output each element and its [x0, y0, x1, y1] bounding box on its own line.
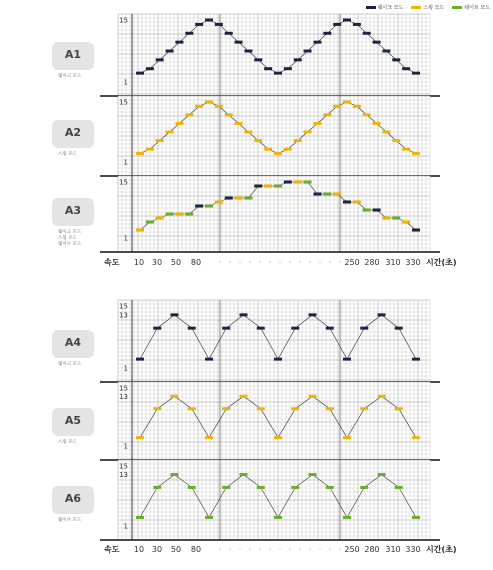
- x-dot: [340, 262, 341, 263]
- legend-label: 웨이크 모드: [377, 4, 404, 11]
- x-tick-label: 80: [190, 545, 202, 554]
- x-dot: [230, 549, 231, 550]
- data-point: [402, 221, 410, 224]
- data-point: [175, 213, 183, 216]
- data-point: [205, 516, 213, 519]
- data-point: [313, 41, 321, 44]
- data-point: [153, 407, 161, 410]
- data-point: [153, 327, 161, 330]
- x-dot: [270, 262, 271, 263]
- data-point: [136, 516, 144, 519]
- data-point: [360, 407, 368, 410]
- mode-name: A3: [64, 204, 82, 217]
- y-tick-label: 13: [119, 392, 128, 401]
- data-point: [244, 197, 252, 200]
- data-point: [146, 67, 154, 70]
- x-tick-label: 310: [385, 545, 401, 554]
- data-point: [274, 185, 282, 188]
- data-point: [304, 181, 312, 184]
- legend-label: 스윙 모드: [423, 4, 445, 11]
- data-point: [378, 313, 386, 316]
- x-dot: [250, 549, 251, 550]
- data-point: [205, 436, 213, 439]
- mode-desc: 스윙 모드: [58, 152, 77, 157]
- x-dot: [330, 262, 331, 263]
- y-tick-label: 15: [119, 462, 128, 471]
- data-point: [188, 486, 196, 489]
- mode-name: A6: [64, 492, 82, 505]
- data-point: [188, 407, 196, 410]
- x-dot: [300, 549, 301, 550]
- mode-desc: 웨이브 모드: [58, 242, 82, 247]
- data-point: [166, 50, 174, 53]
- data-point: [412, 72, 420, 75]
- data-point: [153, 486, 161, 489]
- data-point: [323, 193, 331, 196]
- data-point: [353, 105, 361, 108]
- x-tick-label: 30: [151, 258, 163, 267]
- data-point: [291, 327, 299, 330]
- data-point: [274, 436, 282, 439]
- data-point: [136, 229, 144, 232]
- x-dot: [270, 549, 271, 550]
- data-point: [195, 205, 203, 208]
- x-tick-label: 10: [133, 258, 145, 267]
- data-point: [353, 23, 361, 26]
- data-point: [254, 139, 262, 142]
- legend-label: 웨이브 모드: [464, 4, 490, 11]
- data-point: [294, 58, 302, 61]
- mode-name: A1: [64, 48, 82, 61]
- data-point: [313, 193, 321, 196]
- data-point: [264, 67, 272, 70]
- x-tick-label: 250: [344, 545, 360, 554]
- y-tick-label: 15: [119, 98, 128, 107]
- data-point: [175, 41, 183, 44]
- data-point: [412, 152, 420, 155]
- data-point: [363, 113, 371, 116]
- data-point: [382, 50, 390, 53]
- x-dot: [290, 549, 291, 550]
- x-dot: [330, 549, 331, 550]
- data-point: [343, 358, 351, 361]
- x-dot: [310, 262, 311, 263]
- y-tick-label: 1: [123, 522, 128, 531]
- data-point: [166, 131, 174, 134]
- data-point: [225, 197, 233, 200]
- data-point: [382, 131, 390, 134]
- data-point: [343, 516, 351, 519]
- data-point: [156, 217, 164, 220]
- x-dot: [300, 262, 301, 263]
- data-point: [240, 313, 248, 316]
- x-dot: [320, 262, 321, 263]
- data-point: [136, 152, 144, 155]
- y-tick-label: 13: [119, 311, 128, 320]
- data-point: [175, 122, 183, 125]
- x-dot: [280, 262, 281, 263]
- data-point: [215, 105, 223, 108]
- data-point: [313, 122, 321, 125]
- data-point: [373, 122, 381, 125]
- x-tick-label: 80: [190, 258, 202, 267]
- data-point: [392, 217, 400, 220]
- mode-desc: 스윙 모드: [58, 440, 77, 445]
- x-tick-label: 280: [364, 258, 380, 267]
- data-point: [235, 122, 243, 125]
- y-tick-label: 15: [119, 16, 128, 25]
- data-point: [205, 19, 213, 22]
- y-tick-label: 15: [119, 178, 128, 187]
- x-dot: [230, 262, 231, 263]
- data-point: [294, 181, 302, 184]
- data-point: [222, 486, 230, 489]
- data-point: [222, 327, 230, 330]
- data-point: [309, 313, 317, 316]
- data-point: [343, 201, 351, 204]
- data-point: [326, 486, 334, 489]
- data-point: [156, 58, 164, 61]
- data-point: [244, 50, 252, 53]
- x-tick-label: 250: [344, 258, 360, 267]
- data-point: [395, 407, 403, 410]
- mode-name: A4: [64, 336, 82, 349]
- data-point: [146, 221, 154, 224]
- x-dot: [250, 262, 251, 263]
- data-point: [235, 197, 243, 200]
- x-dot: [260, 549, 261, 550]
- data-point: [171, 395, 179, 398]
- data-point: [166, 213, 174, 216]
- data-point: [412, 436, 420, 439]
- data-point: [363, 32, 371, 35]
- data-point: [304, 131, 312, 134]
- data-point: [274, 152, 282, 155]
- data-point: [363, 209, 371, 212]
- data-point: [378, 395, 386, 398]
- x-dot: [320, 549, 321, 550]
- data-point: [343, 19, 351, 22]
- data-point: [254, 185, 262, 188]
- x-dot: [340, 549, 341, 550]
- x-tick-label: 10: [133, 545, 145, 554]
- data-point: [395, 486, 403, 489]
- data-point: [185, 113, 193, 116]
- y-tick-label: 1: [123, 442, 128, 451]
- data-point: [257, 327, 265, 330]
- data-point: [205, 101, 213, 104]
- data-point: [264, 185, 272, 188]
- x-tick-label: 330: [405, 258, 421, 267]
- data-point: [244, 131, 252, 134]
- data-point: [156, 139, 164, 142]
- data-point: [257, 407, 265, 410]
- data-point: [294, 139, 302, 142]
- data-point: [274, 358, 282, 361]
- data-point: [333, 193, 341, 196]
- data-point: [185, 32, 193, 35]
- mode-desc: 웨이크 모드: [58, 74, 82, 79]
- data-point: [171, 473, 179, 476]
- mode-desc: 웨이크 모드: [58, 230, 82, 235]
- data-point: [360, 486, 368, 489]
- data-point: [373, 209, 381, 212]
- data-point: [309, 395, 317, 398]
- x-tick-label: 30: [151, 545, 163, 554]
- x-dot: [310, 549, 311, 550]
- data-point: [254, 58, 262, 61]
- mode-desc: 스윙 모드: [58, 236, 77, 241]
- speed-label: 속도: [104, 545, 120, 554]
- y-tick-label: 1: [123, 78, 128, 87]
- data-point: [395, 327, 403, 330]
- x-dot: [240, 262, 241, 263]
- y-tick-label: 13: [119, 471, 128, 480]
- data-point: [402, 67, 410, 70]
- data-point: [392, 58, 400, 61]
- speed-label: 속도: [104, 258, 120, 267]
- data-point: [215, 23, 223, 26]
- x-dot: [220, 549, 221, 550]
- data-point: [382, 217, 390, 220]
- data-point: [360, 327, 368, 330]
- data-point: [222, 407, 230, 410]
- data-point: [136, 436, 144, 439]
- data-point: [225, 32, 233, 35]
- data-point: [284, 148, 292, 151]
- data-point: [343, 101, 351, 104]
- data-point: [274, 72, 282, 75]
- data-point: [264, 148, 272, 151]
- data-point: [235, 41, 243, 44]
- x-tick-label: 310: [385, 258, 401, 267]
- x-tick-label: 330: [405, 545, 421, 554]
- data-point: [333, 23, 341, 26]
- data-point: [171, 313, 179, 316]
- y-tick-label: 1: [123, 234, 128, 243]
- data-point: [205, 205, 213, 208]
- data-point: [343, 436, 351, 439]
- y-tick-label: 15: [119, 302, 128, 311]
- data-point: [412, 358, 420, 361]
- x-dot: [240, 549, 241, 550]
- data-point: [257, 486, 265, 489]
- data-point: [188, 327, 196, 330]
- data-point: [378, 473, 386, 476]
- data-point: [195, 23, 203, 26]
- time-label: 시간(초): [426, 258, 457, 267]
- y-tick-label: 15: [119, 384, 128, 393]
- data-point: [195, 105, 203, 108]
- time-label: 시간(초): [426, 545, 457, 554]
- x-tick-label: 280: [364, 545, 380, 554]
- data-point: [136, 72, 144, 75]
- x-dot: [260, 262, 261, 263]
- data-point: [412, 516, 420, 519]
- data-point: [274, 516, 282, 519]
- data-point: [373, 41, 381, 44]
- data-point: [240, 473, 248, 476]
- data-point: [205, 358, 213, 361]
- data-point: [225, 113, 233, 116]
- data-point: [146, 148, 154, 151]
- y-tick-label: 1: [123, 158, 128, 167]
- data-point: [412, 229, 420, 232]
- data-point: [326, 407, 334, 410]
- data-point: [291, 407, 299, 410]
- data-point: [240, 395, 248, 398]
- y-tick-label: 1: [123, 364, 128, 373]
- data-point: [402, 148, 410, 151]
- data-point: [215, 201, 223, 204]
- x-dot: [280, 549, 281, 550]
- data-point: [333, 105, 341, 108]
- x-tick-label: 50: [170, 545, 182, 554]
- data-point: [309, 473, 317, 476]
- data-point: [323, 113, 331, 116]
- mode-name: A5: [64, 414, 82, 427]
- mode-desc: 웨이크 모드: [58, 362, 82, 367]
- data-point: [284, 181, 292, 184]
- data-point: [326, 327, 334, 330]
- data-point: [284, 67, 292, 70]
- data-point: [136, 358, 144, 361]
- data-point: [323, 32, 331, 35]
- data-point: [392, 139, 400, 142]
- data-point: [353, 201, 361, 204]
- x-tick-label: 50: [170, 258, 182, 267]
- mode-desc: 웨이브 모드: [58, 518, 82, 523]
- data-point: [185, 213, 193, 216]
- x-dot: [220, 262, 221, 263]
- mode-name: A2: [64, 126, 82, 139]
- x-dot: [290, 262, 291, 263]
- data-point: [291, 486, 299, 489]
- data-point: [304, 50, 312, 53]
